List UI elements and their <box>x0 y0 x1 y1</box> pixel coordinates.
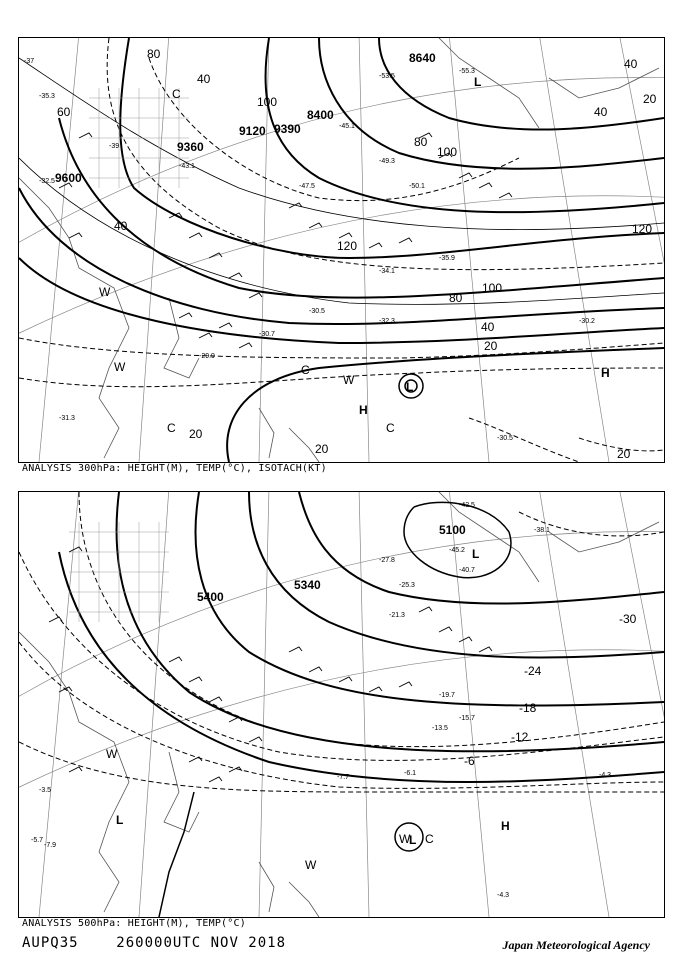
temp-label: -7.7 <box>337 774 350 781</box>
temp-label: -39 <box>109 143 120 150</box>
temp-label: -13.5 <box>432 725 448 732</box>
temp-label: -30.2 <box>579 318 595 325</box>
temperature-hatch <box>89 88 189 188</box>
temp-label: -3.5 <box>39 787 52 794</box>
height-label: 5340 <box>294 578 321 592</box>
temp-label: -6 <box>464 754 475 768</box>
isotach-label: 20 <box>189 427 203 441</box>
low-symbol: L <box>406 380 414 394</box>
height-contours <box>59 492 664 782</box>
isotach-label: 100 <box>437 145 458 159</box>
agency-name: Japan Meteorological Agency <box>502 938 650 952</box>
map-500hpa-caption: ANALYSIS 500hPa: HEIGHT(M), TEMP(°C) <box>22 918 246 929</box>
valid-datetime: 260000UTC NOV 2018 <box>116 935 287 951</box>
temp-label: -47.5 <box>299 183 315 190</box>
temp-label: -7.9 <box>44 842 57 849</box>
isotach-label: 40 <box>594 105 608 119</box>
height-label: 8400 <box>307 108 334 122</box>
height-label: 8640 <box>409 51 436 65</box>
isotach-label: 40 <box>624 57 638 71</box>
temp-label: -37 <box>24 58 35 65</box>
temp-label: -45.2 <box>449 547 465 554</box>
height-contours <box>19 38 664 343</box>
temp-label: -55.3 <box>459 68 475 75</box>
height-label: 5400 <box>197 590 224 604</box>
map-500hpa-canvas <box>19 492 664 917</box>
warm-symbol: W <box>106 747 118 761</box>
wind-barbs <box>59 133 512 348</box>
temp-label: -30 <box>619 612 637 626</box>
temp-label: -30.5 <box>309 308 325 315</box>
height-label: 9600 <box>55 171 82 185</box>
temp-label: -31.3 <box>59 415 75 422</box>
isotach-label: 120 <box>337 239 358 253</box>
isotach-label: 20 <box>315 442 329 456</box>
isotach-label: 40 <box>197 72 211 86</box>
temp-label: -6.1 <box>404 770 417 777</box>
temp-label: -45.1 <box>339 123 355 130</box>
temp-label: -43.1 <box>179 163 195 170</box>
warm-symbol: W <box>114 360 126 374</box>
map-300hpa-canvas <box>19 38 664 462</box>
temp-label: -32.5 <box>39 178 55 185</box>
temp-label: -27.8 <box>379 557 395 564</box>
high-symbol: H <box>501 819 510 833</box>
ridge-contour <box>227 348 664 462</box>
height-label: 9390 <box>274 122 301 136</box>
temp-label: -15.7 <box>459 715 475 722</box>
temp-label: -40.7 <box>459 567 475 574</box>
temp-label: -30.5 <box>497 435 513 442</box>
temp-label: -34.1 <box>379 268 395 275</box>
temp-label: -12 <box>511 730 529 744</box>
temp-label: -19.7 <box>439 692 455 699</box>
isotach-label: 40 <box>481 320 495 334</box>
temp-label: -30.7 <box>259 331 275 338</box>
low-symbol: L <box>474 75 482 89</box>
isotach-label: 60 <box>57 105 71 119</box>
temp-label: -4.3 <box>599 772 612 779</box>
temp-label: -24 <box>524 664 542 678</box>
warm-symbol: W <box>305 858 317 872</box>
warm-symbol: W <box>399 832 411 846</box>
temp-label: -29.9 <box>199 353 215 360</box>
temp-label: -42.5 <box>459 502 475 509</box>
temp-label: -25.3 <box>399 582 415 589</box>
isotach-label: 20 <box>643 92 657 106</box>
isotach-label: 40 <box>114 219 128 233</box>
isotach-label: 80 <box>449 291 463 305</box>
map-500hpa <box>18 491 665 918</box>
warm-symbol: W <box>343 373 355 387</box>
temp-label: -32.3 <box>379 318 395 325</box>
isotach-label: 100 <box>482 281 503 295</box>
cold-symbol: C <box>386 421 395 435</box>
temp-label: -38.1 <box>534 527 550 534</box>
map-300hpa <box>18 37 665 463</box>
isotherms <box>19 58 664 304</box>
cold-symbol: C <box>301 363 310 377</box>
chart-code: AUPQ35 <box>22 935 79 951</box>
low-symbol: L <box>472 547 480 561</box>
temp-label: -35.9 <box>439 255 455 262</box>
temp-label: -53.5 <box>379 73 395 80</box>
temp-label: -35.3 <box>39 93 55 100</box>
cold-symbol: C <box>167 421 176 435</box>
temperature-hatch <box>69 522 169 622</box>
height-label: 9120 <box>239 124 266 138</box>
height-label: 9360 <box>177 140 204 154</box>
warm-symbol: W <box>99 285 111 299</box>
isotach-label: 80 <box>414 135 428 149</box>
isotach-label: 80 <box>147 47 161 61</box>
high-symbol: H <box>359 403 368 417</box>
temp-label: -5.7 <box>31 837 44 844</box>
temp-label: -49.3 <box>379 158 395 165</box>
temp-label: -4.3 <box>497 892 510 899</box>
trough-line <box>159 792 194 917</box>
cold-symbol: C <box>425 832 434 846</box>
temp-label: -21.3 <box>389 612 405 619</box>
temp-label: -18 <box>519 701 537 715</box>
isotach-label: 120 <box>632 222 653 236</box>
temp-label: -50.1 <box>409 183 425 190</box>
cold-symbol: C <box>172 87 181 101</box>
isotach-label: 100 <box>257 95 278 109</box>
height-label: 5100 <box>439 523 466 537</box>
high-symbol: H <box>601 366 610 380</box>
low-symbol: L <box>116 813 124 827</box>
map-300hpa-caption: ANALYSIS 300hPa: HEIGHT(M), TEMP(°C), ISOTACH(KT) <box>22 463 327 474</box>
isotach-label: 20 <box>617 447 631 461</box>
chart-code-line <box>22 935 286 951</box>
low-symbol: L <box>409 833 417 847</box>
low-center-500 <box>395 502 511 851</box>
temperature-labels <box>31 502 637 899</box>
isotach-label: 20 <box>484 339 498 353</box>
